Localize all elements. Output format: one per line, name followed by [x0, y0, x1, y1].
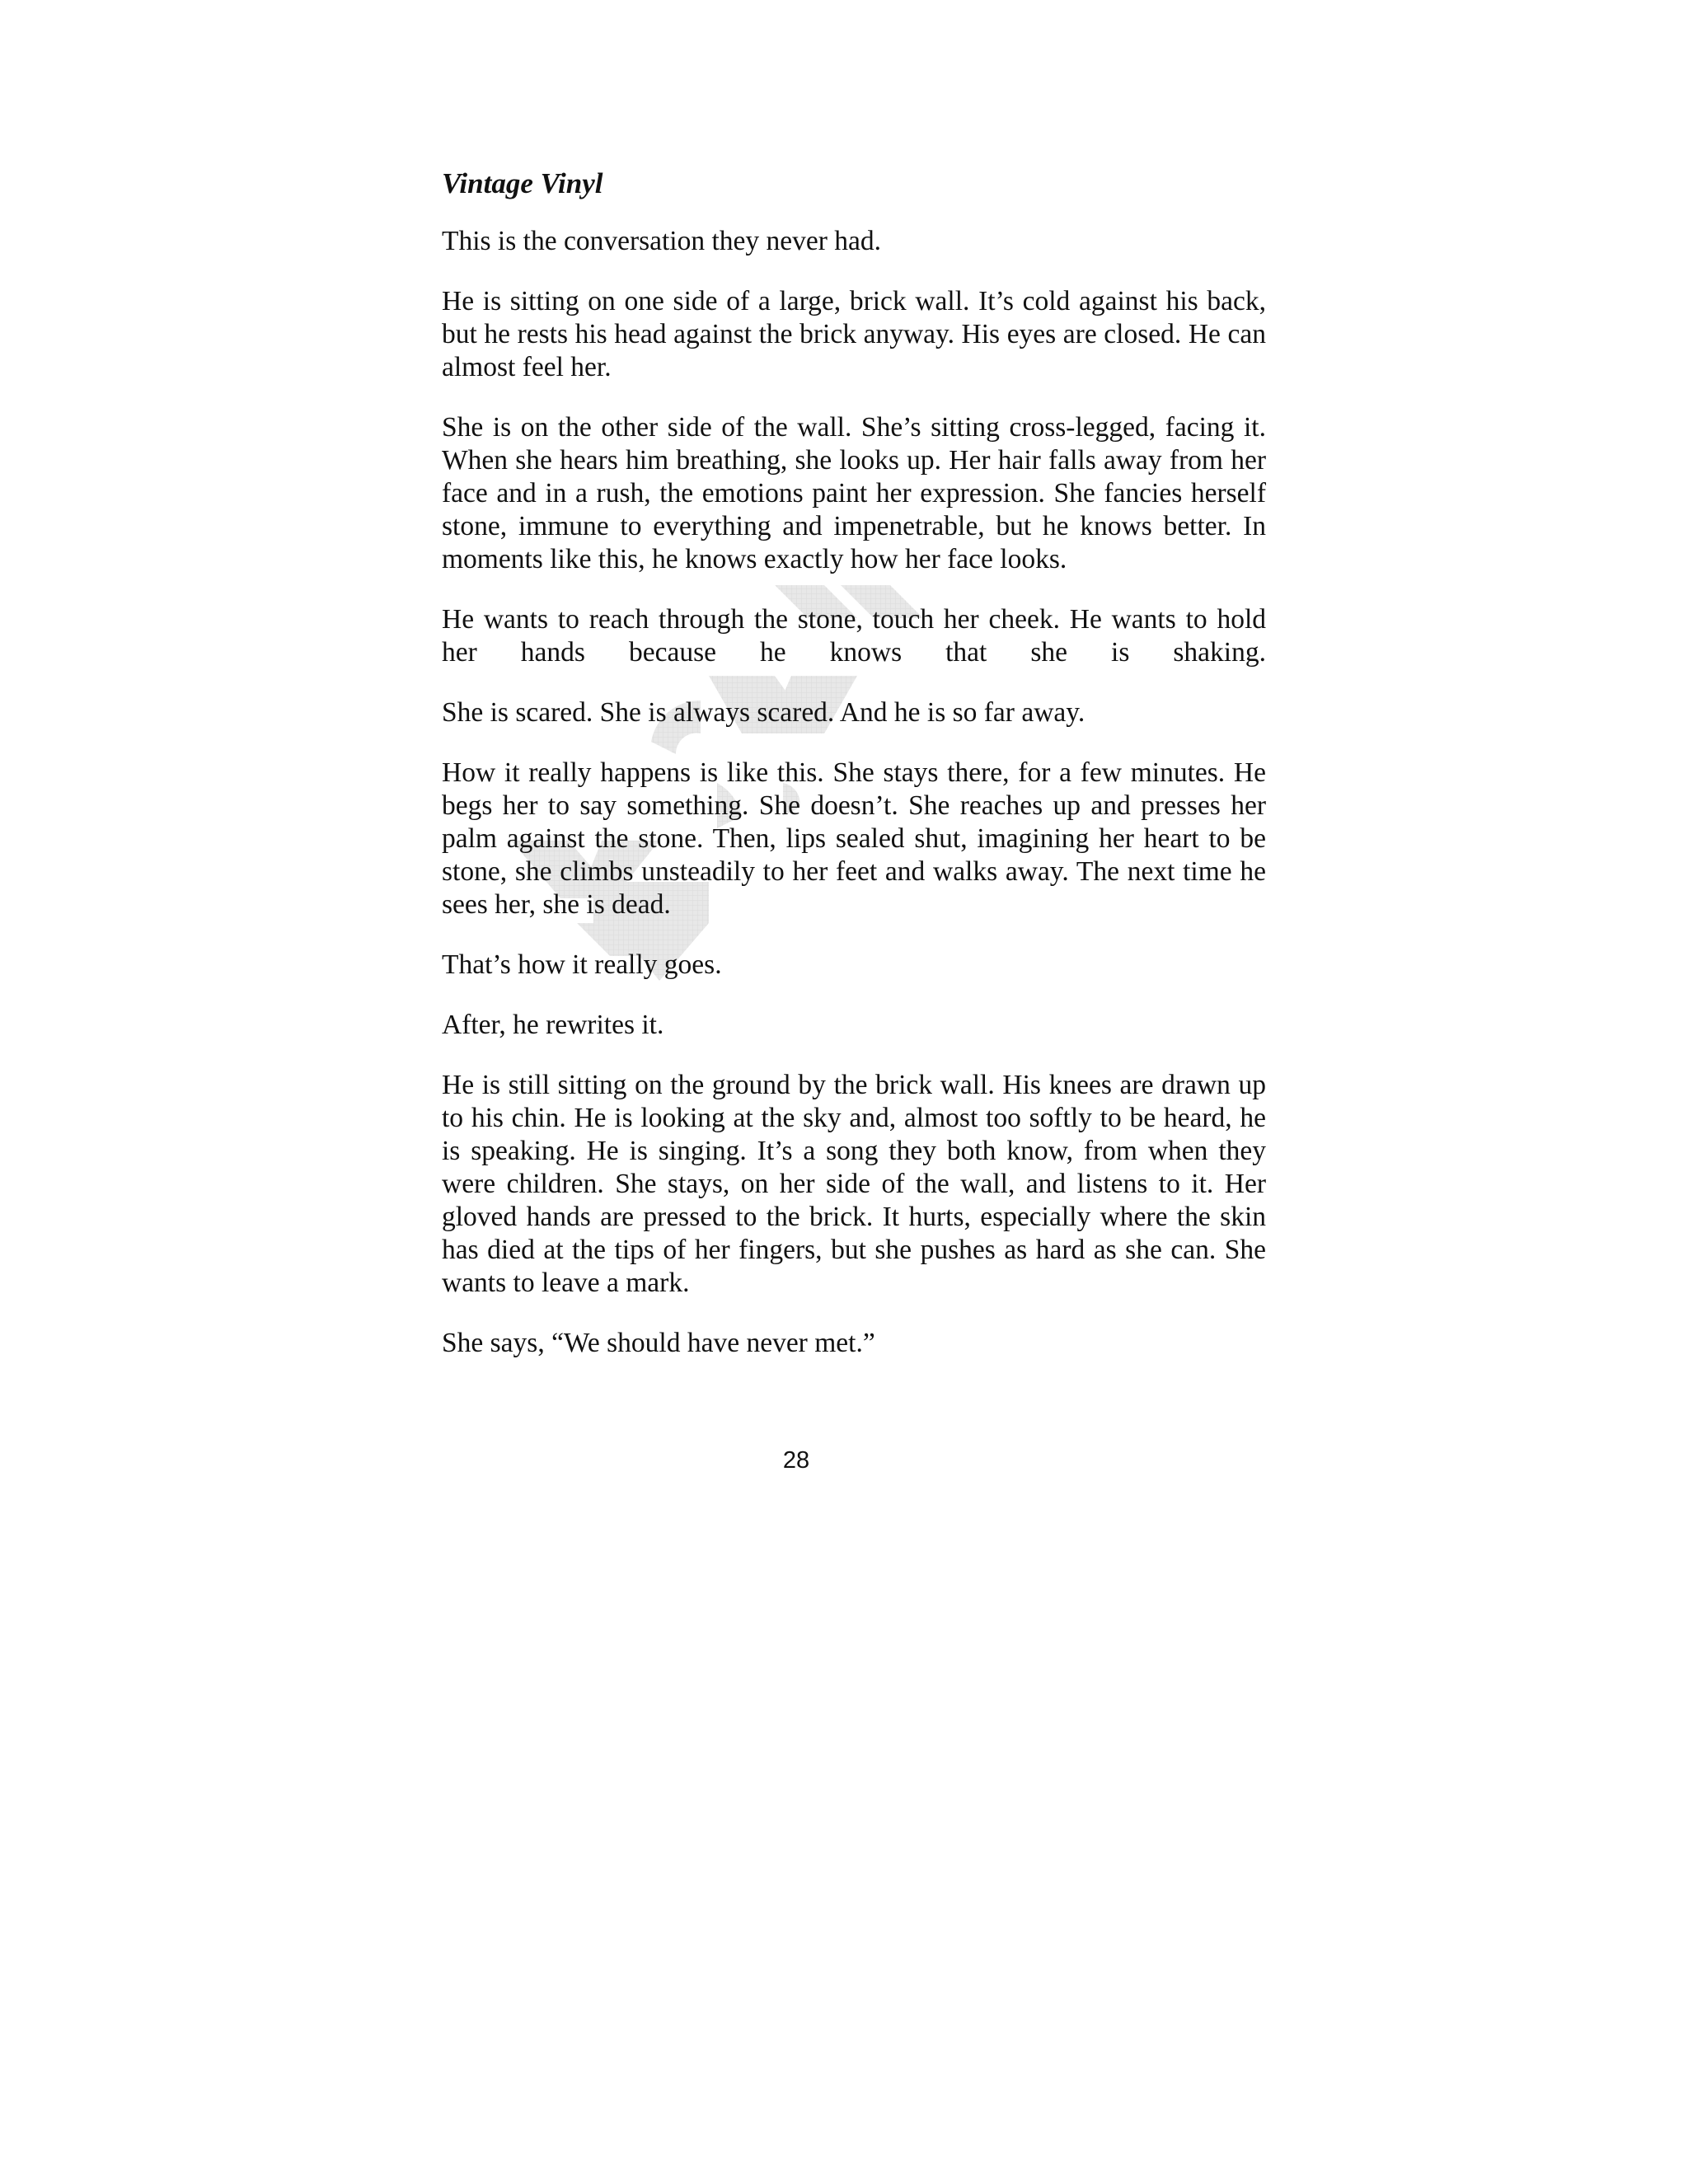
story-text: [442, 167, 1266, 1387]
paragraph-9: He is still sitting on the ground by the brick wall. His knees are drawn up to his chin. He is looking at the sky and, almost too softly to be heard, he is speaking. He is singing. It’s a song they both know, from when they were children. She stays, on her side of the wall, and listens to it. Her gloved hands are pressed to the brick. It hurts, especially where the skin has died at the tips of her fingers, but she pushes as hard as she can. She wants to leave a mark.: [442, 1070, 1266, 1298]
paragraph-10: She says, “We should have never met.”: [442, 1328, 875, 1358]
paragraph-3: She is on the other side of the wall. She’s sitting cross-legged, facing it. When she hears him breathing, she looks up. Her hair falls away from her face and in a rush, the emotions paint her expression. She fancies herself stone, immune to everything and impenetrable, but he knows better. In moments like this, he knows exactly how her face looks.: [442, 412, 1266, 574]
paragraph-4: He wants to reach through the stone, touch her cheek. He wants to hold her hands because he knows that she is shaking.: [442, 604, 1266, 668]
paragraph-5: She is scared. She is always scared. And he is so far away.: [442, 697, 1085, 728]
paragraph-2: He is sitting on one side of a large, brick wall. It’s cold against his back, but he rests his head against the brick anyway. His eyes are closed. He can almost feel her.: [442, 286, 1266, 382]
paragraph-8: After, he rewrites it.: [442, 1010, 664, 1040]
page-number: 28: [782, 1447, 810, 1474]
paragraph-7: That’s how it really goes.: [442, 949, 722, 980]
story-title: Vintage Vinyl: [442, 167, 603, 199]
paragraph-6: How it really happens is like this. She stays there, for a few minutes. He begs her to say something. She doesn’t. She reaches up and presses her palm against the stone. Then, lips sealed shut, imagining her heart to be stone, she climbs unsteadily to her feet and walks away. The next time he sees her, she is dead.: [442, 757, 1266, 920]
paragraph-1: This is the conversation they never had.: [442, 226, 882, 256]
